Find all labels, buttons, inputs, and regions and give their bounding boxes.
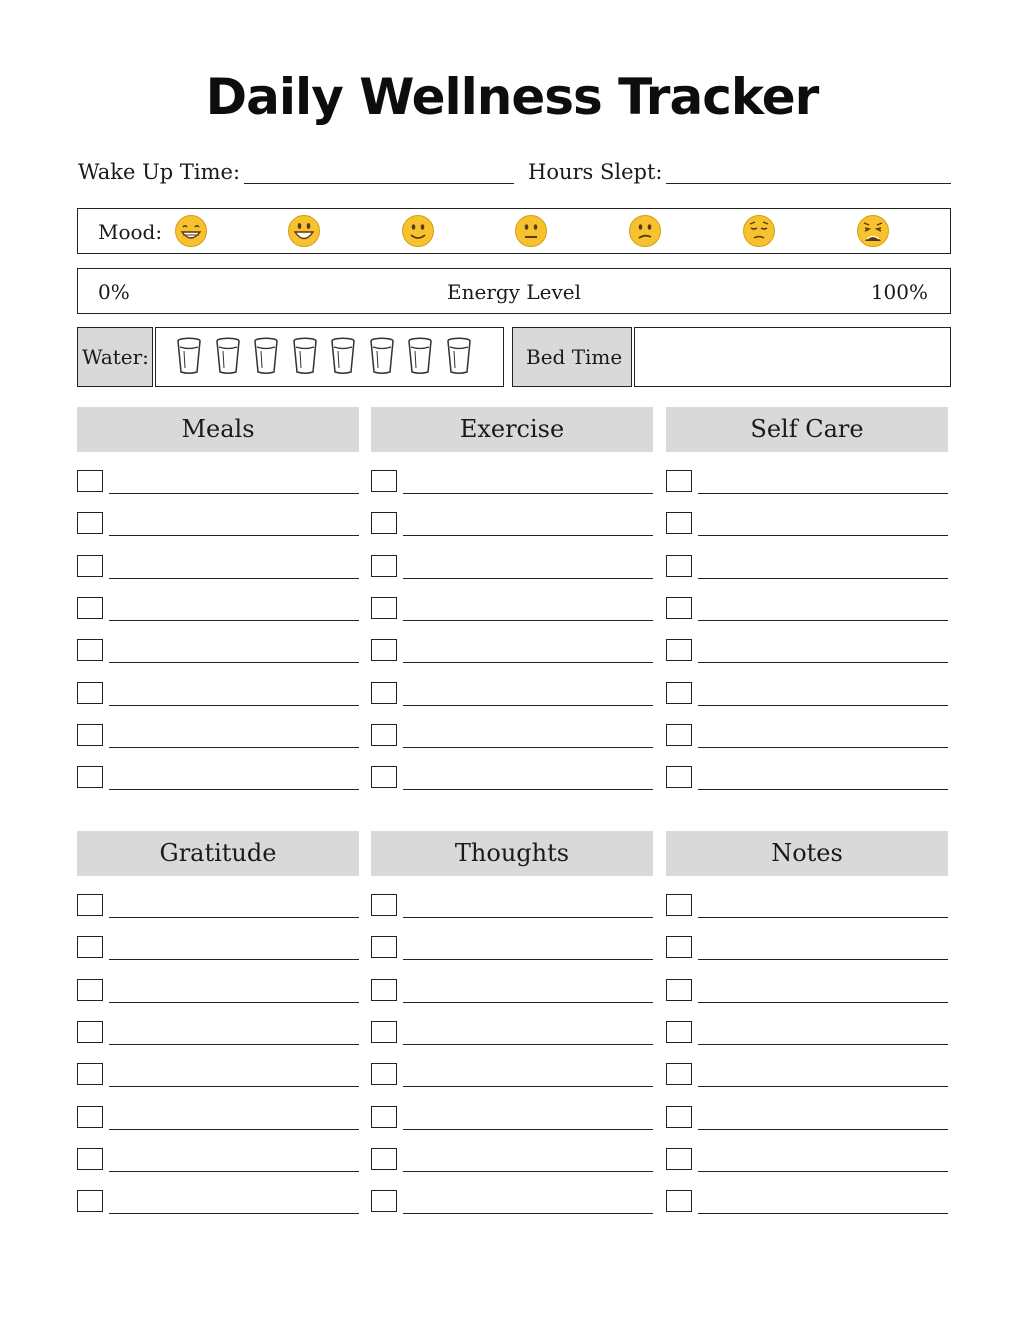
entry-line[interactable]	[403, 1129, 653, 1130]
slightly-smiling-face-icon[interactable]	[401, 214, 435, 248]
water-glass-icon[interactable]	[176, 337, 202, 375]
checklist-item	[666, 511, 948, 539]
energy-level-title: Energy Level	[447, 280, 581, 304]
entry-line[interactable]	[698, 705, 948, 706]
entry-line[interactable]	[109, 1002, 359, 1003]
checkbox[interactable]	[666, 512, 692, 534]
checklist-item	[371, 1062, 653, 1090]
checkbox[interactable]	[666, 936, 692, 958]
checkbox[interactable]	[77, 682, 103, 704]
entry-line[interactable]	[698, 662, 948, 663]
neutral-face-icon[interactable]	[514, 214, 548, 248]
entry-line[interactable]	[109, 535, 359, 536]
entry-line[interactable]	[109, 578, 359, 579]
checklist-item	[371, 638, 653, 666]
checklist-item	[77, 511, 359, 539]
checkbox[interactable]	[371, 555, 397, 577]
checkbox[interactable]	[77, 724, 103, 746]
section-exercise	[371, 407, 653, 452]
entry-line[interactable]	[403, 705, 653, 706]
hours-slept-line[interactable]	[666, 161, 951, 184]
checklist-item	[77, 1020, 359, 1048]
checkbox[interactable]	[77, 1190, 103, 1212]
water-glass-icon[interactable]	[292, 337, 318, 375]
checkbox[interactable]	[371, 724, 397, 746]
entry-line[interactable]	[109, 620, 359, 621]
entry-line[interactable]	[403, 535, 653, 536]
pensive-face-icon[interactable]	[742, 214, 776, 248]
checklist-item	[666, 1105, 948, 1133]
entry-line[interactable]	[698, 747, 948, 748]
checkbox[interactable]	[371, 936, 397, 958]
section-header-exercise: Exercise	[371, 407, 653, 452]
checklist-item	[77, 638, 359, 666]
hours-slept-label: Hours Slept:	[528, 160, 663, 184]
checklist-item	[371, 1020, 653, 1048]
entry-line[interactable]	[403, 789, 653, 790]
checklist-item	[371, 1105, 653, 1133]
checklist-item	[666, 935, 948, 963]
checkbox[interactable]	[666, 1190, 692, 1212]
checkbox[interactable]	[371, 894, 397, 916]
checkbox[interactable]	[666, 682, 692, 704]
bed-time-input[interactable]	[634, 327, 951, 387]
checklist-item	[77, 681, 359, 709]
checkbox[interactable]	[371, 766, 397, 788]
entry-line[interactable]	[403, 747, 653, 748]
entry-line[interactable]	[698, 1171, 948, 1172]
water-glass-icon[interactable]	[253, 337, 279, 375]
checkbox[interactable]	[371, 979, 397, 1001]
water-glass-icon[interactable]	[369, 337, 395, 375]
section-header-thoughts: Thoughts	[371, 831, 653, 876]
checkbox[interactable]	[77, 639, 103, 661]
entry-line[interactable]	[109, 747, 359, 748]
checkbox[interactable]	[77, 936, 103, 958]
entry-line[interactable]	[698, 535, 948, 536]
checklist-item	[371, 893, 653, 921]
energy-max-label: 100%	[870, 280, 928, 304]
checklist-item	[77, 554, 359, 582]
page-title: Daily Wellness Tracker	[205, 68, 819, 126]
entry-line[interactable]	[109, 1129, 359, 1130]
wake-up-time-field[interactable]	[78, 160, 514, 184]
entry-line[interactable]	[403, 1086, 653, 1087]
checklist-item	[666, 1189, 948, 1217]
checklist-item	[371, 681, 653, 709]
entry-line[interactable]	[698, 1086, 948, 1087]
water-glass-icon[interactable]	[215, 337, 241, 375]
section-header-gratitude: Gratitude	[77, 831, 359, 876]
checklist-item	[666, 893, 948, 921]
entry-line[interactable]	[109, 1171, 359, 1172]
checklist-item	[666, 681, 948, 709]
checklist-item	[666, 1147, 948, 1175]
entry-line[interactable]	[698, 917, 948, 918]
entry-line[interactable]	[109, 1044, 359, 1045]
sleep-fields-row	[78, 160, 951, 190]
smiley-face-icon[interactable]	[287, 214, 321, 248]
water-label-box	[77, 327, 153, 387]
checklist-item	[77, 1147, 359, 1175]
checkbox[interactable]	[371, 1190, 397, 1212]
checkbox[interactable]	[77, 1021, 103, 1043]
mood-label: Mood:	[98, 220, 163, 244]
checkbox[interactable]	[666, 1021, 692, 1043]
checklist-item	[666, 978, 948, 1006]
checkbox[interactable]	[371, 1148, 397, 1170]
checkbox[interactable]	[77, 766, 103, 788]
checkbox[interactable]	[77, 555, 103, 577]
water-glass-icon[interactable]	[330, 337, 356, 375]
checklist-item	[77, 469, 359, 497]
section-header-self-care: Self Care	[666, 407, 948, 452]
entry-line[interactable]	[109, 1213, 359, 1214]
checklist-item	[371, 723, 653, 751]
bed-time-label: Bed Time	[526, 345, 623, 369]
checklist-item	[666, 638, 948, 666]
checkbox[interactable]	[666, 597, 692, 619]
entry-line[interactable]	[403, 578, 653, 579]
checkbox[interactable]	[666, 979, 692, 1001]
checkbox[interactable]	[77, 979, 103, 1001]
section-gratitude	[77, 831, 359, 876]
checkbox[interactable]	[77, 1063, 103, 1085]
checkbox[interactable]	[666, 555, 692, 577]
entry-line[interactable]	[403, 662, 653, 663]
checklist-item	[371, 765, 653, 793]
entry-line[interactable]	[698, 1002, 948, 1003]
checklist-item	[371, 1189, 653, 1217]
confused-face-icon[interactable]	[628, 214, 662, 248]
checklist-item	[666, 469, 948, 497]
checkbox[interactable]	[77, 470, 103, 492]
entry-line[interactable]	[403, 1171, 653, 1172]
checkbox[interactable]	[371, 1106, 397, 1128]
weary-face-icon[interactable]	[856, 214, 890, 248]
wake-up-time-line[interactable]	[244, 161, 514, 184]
entry-line[interactable]	[109, 959, 359, 960]
checklist-item	[77, 978, 359, 1006]
section-meals	[77, 407, 359, 452]
checklist-item	[77, 1189, 359, 1217]
energy-level-bar[interactable]	[77, 268, 951, 314]
entry-line[interactable]	[698, 620, 948, 621]
section-notes	[666, 831, 948, 876]
entry-line[interactable]	[109, 662, 359, 663]
entry-line[interactable]	[109, 1086, 359, 1087]
entry-line[interactable]	[698, 578, 948, 579]
hours-slept-field[interactable]	[528, 160, 951, 184]
checklist-item	[371, 596, 653, 624]
entry-line[interactable]	[698, 1213, 948, 1214]
checkbox[interactable]	[371, 470, 397, 492]
checklist-item	[77, 1062, 359, 1090]
checkbox[interactable]	[666, 1063, 692, 1085]
checklist-item	[371, 469, 653, 497]
checkbox[interactable]	[77, 597, 103, 619]
checkbox[interactable]	[77, 894, 103, 916]
energy-min-label: 0%	[98, 280, 130, 304]
checkbox[interactable]	[371, 682, 397, 704]
checklist-item	[371, 554, 653, 582]
entry-line[interactable]	[698, 789, 948, 790]
checklist-item	[77, 723, 359, 751]
entry-line[interactable]	[403, 917, 653, 918]
checklist-item	[77, 1105, 359, 1133]
checkbox[interactable]	[666, 639, 692, 661]
section-header-meals: Meals	[77, 407, 359, 452]
checklist-item	[371, 511, 653, 539]
entry-line[interactable]	[403, 1002, 653, 1003]
mood-row	[77, 208, 951, 254]
checkbox[interactable]	[666, 724, 692, 746]
entry-line[interactable]	[403, 1044, 653, 1045]
section-self-care	[666, 407, 948, 452]
checklist-item	[77, 765, 359, 793]
checkbox[interactable]	[666, 766, 692, 788]
entry-line[interactable]	[698, 959, 948, 960]
checkbox[interactable]	[77, 512, 103, 534]
entry-line[interactable]	[109, 789, 359, 790]
checklist-item	[666, 554, 948, 582]
checklist-item	[371, 935, 653, 963]
entry-line[interactable]	[403, 959, 653, 960]
checkbox[interactable]	[666, 894, 692, 916]
checkbox[interactable]	[77, 1148, 103, 1170]
entry-line[interactable]	[698, 1129, 948, 1130]
entry-line[interactable]	[403, 493, 653, 494]
checklist-item	[77, 935, 359, 963]
checklist-item	[77, 893, 359, 921]
checkbox[interactable]	[371, 597, 397, 619]
entry-line[interactable]	[403, 1213, 653, 1214]
checklist-item	[666, 596, 948, 624]
checklist-item	[666, 1020, 948, 1048]
section-header-notes: Notes	[666, 831, 948, 876]
entry-line[interactable]	[403, 620, 653, 621]
checkbox[interactable]	[371, 1021, 397, 1043]
section-thoughts	[371, 831, 653, 876]
checklist-item	[77, 596, 359, 624]
checkbox[interactable]	[371, 1063, 397, 1085]
checklist-item	[666, 765, 948, 793]
entry-line[interactable]	[109, 493, 359, 494]
checklist-item	[666, 1062, 948, 1090]
entry-line[interactable]	[109, 705, 359, 706]
checkbox[interactable]	[666, 470, 692, 492]
water-cups-box	[155, 327, 504, 387]
water-glass-icon[interactable]	[407, 337, 433, 375]
entry-line[interactable]	[698, 1044, 948, 1045]
checkbox[interactable]	[77, 1106, 103, 1128]
checkbox[interactable]	[666, 1106, 692, 1128]
wake-up-time-label: Wake Up Time:	[78, 160, 241, 184]
water-label: Water:	[82, 345, 149, 369]
entry-line[interactable]	[109, 917, 359, 918]
checkbox[interactable]	[371, 639, 397, 661]
bed-time-label-box	[512, 327, 632, 387]
checkbox[interactable]	[666, 1148, 692, 1170]
checklist-item	[371, 1147, 653, 1175]
water-glass-icon[interactable]	[446, 337, 472, 375]
checklist-item	[371, 978, 653, 1006]
entry-line[interactable]	[698, 493, 948, 494]
grinning-face-icon[interactable]	[174, 214, 208, 248]
checkbox[interactable]	[371, 512, 397, 534]
checklist-item	[666, 723, 948, 751]
